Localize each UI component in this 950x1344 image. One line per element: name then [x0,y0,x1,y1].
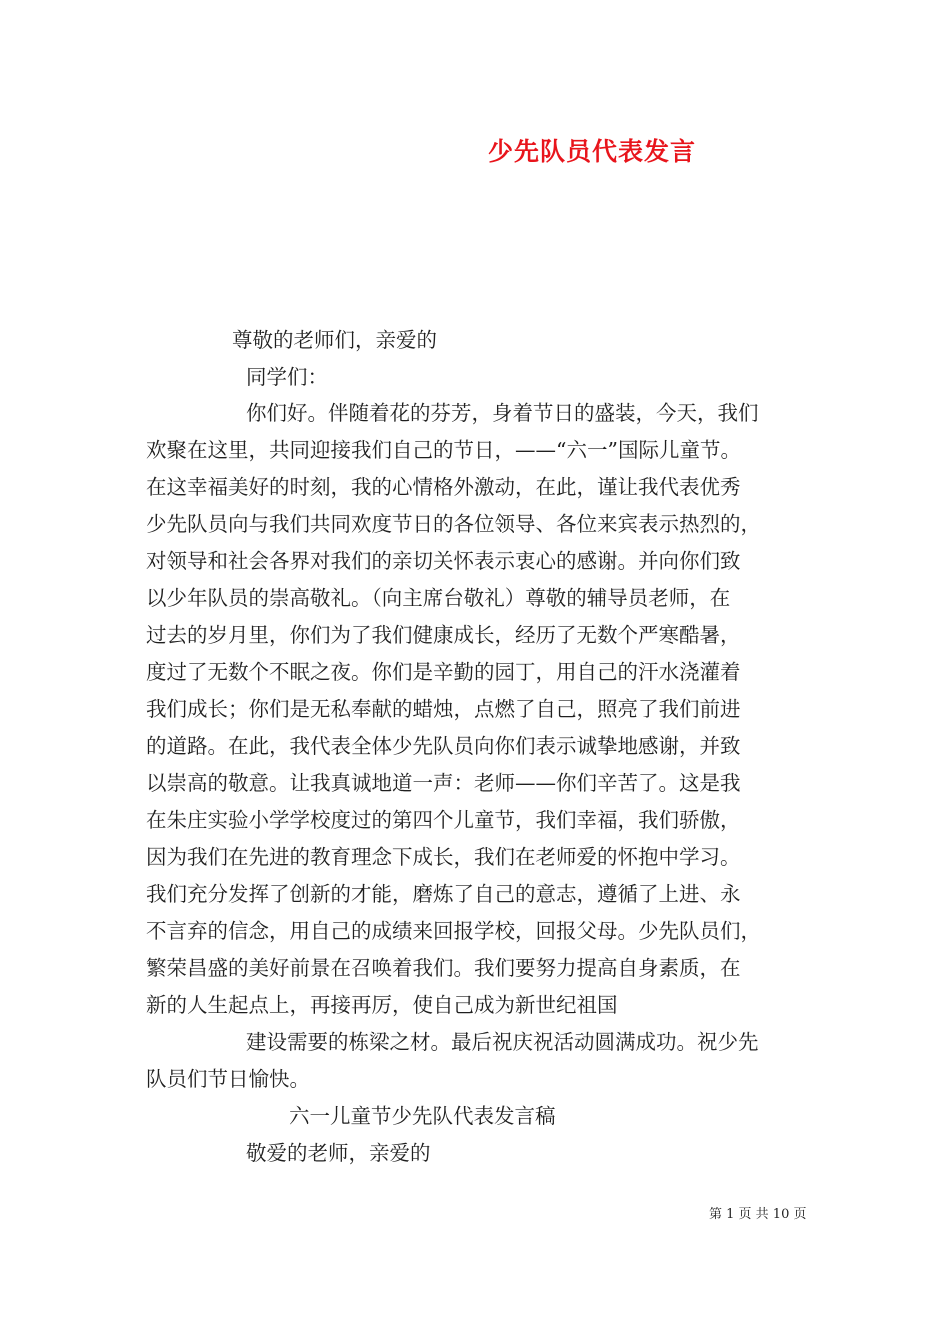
section-heading: 六一儿童节少先队代表发言稿 [289,1104,556,1128]
text-line: 过去的岁月里，你们为了我们健康成长，经历了无数个严寒酷暑， [146,623,741,647]
text-line-salutation: 敬爱的老师，亲爱的 [246,1141,431,1165]
text-line: 我们充分发挥了创新的才能，磨炼了自己的意志，遵循了上进、永 [146,882,741,906]
text-line-salutation-cont: 同学们： [246,365,328,389]
text-line: 度过了无数个不眠之夜。你们是辛勤的园丁，用自己的汗水浇灌着 [146,660,741,684]
text-line: 不言弃的信念，用自己的成绩来回报学校，回报父母。少先队员们， [146,919,761,943]
text-line: 在朱庄实验小学学校度过的第四个儿童节，我们幸福，我们骄傲， [146,808,741,832]
text-line: 以少年队员的崇高敬礼。（向主席台敬礼）尊敬的辅导员老师，在 [146,586,731,610]
text-line: 欢聚在这里，共同迎接我们自己的节日，——“六一”国际儿童节。 [146,438,741,462]
text-line: 新的人生起点上，再接再厉，使自己成为新世纪祖国 [146,993,618,1017]
text-line: 我们成长；你们是无私奉献的蜡烛，点燃了自己，照亮了我们前进 [146,697,741,721]
text-line: 繁荣昌盛的美好前景在召唤着我们。我们要努力提高自身素质，在 [146,956,741,980]
text-line-salutation: 尊敬的老师们，亲爱的 [232,328,437,352]
text-line: 对领导和社会各界对我们的亲切关怀表示衷心的感谢。并向你们致 [146,549,741,573]
text-line: 队员们节日愉快。 [146,1067,310,1091]
text-line: 的道路。在此，我代表全体少先队员向你们表示诚挚地感谢，并致 [146,734,741,758]
text-line: 你们好。伴随着花的芬芳，身着节日的盛装，今天，我们 [246,401,759,425]
text-line: 以崇高的敬意。让我真诚地道一声：老师——你们辛苦了。这是我 [146,771,741,795]
page-indicator: 第 1 页 共 10 页 [709,1207,807,1222]
page-title: 少先队员代表发言 [488,137,697,166]
text-line: 建设需要的栋梁之材。最后祝庆祝活动圆满成功。祝少先 [246,1030,759,1054]
text-line: 在这幸福美好的时刻，我的心情格外激动，在此，谨让我代表优秀 [146,475,741,499]
text-line: 少先队员向与我们共同欢度节日的各位领导、各位来宾表示热烈的， [146,512,761,536]
text-line: 因为我们在先进的教育理念下成长，我们在老师爱的怀抱中学习。 [146,845,741,869]
